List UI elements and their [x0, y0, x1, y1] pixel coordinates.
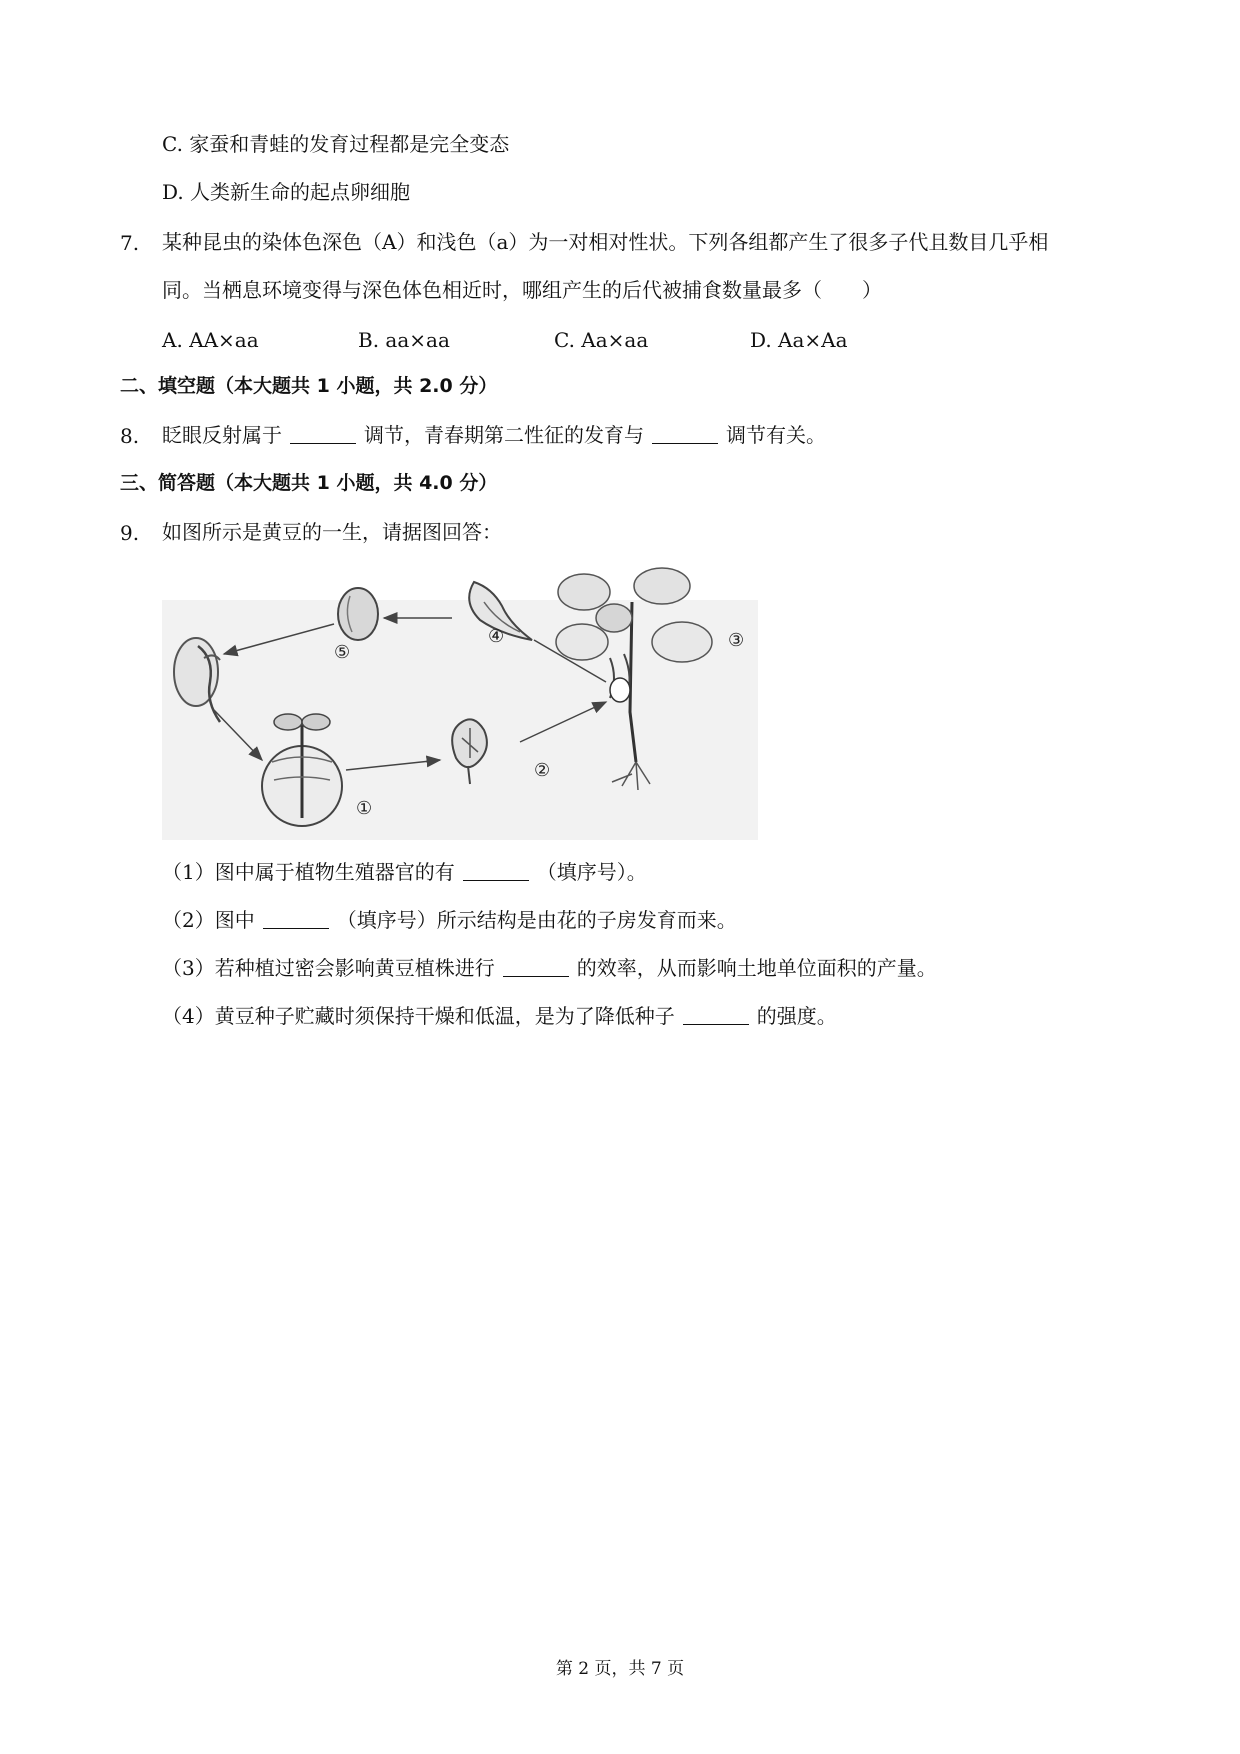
- q8-part1: 眨眼反射属于: [162, 423, 282, 447]
- q9-sub1-text-b: （填序号）。: [536, 860, 647, 884]
- q7-text-line2: 同。当栖息环境变得与深色体色相近时，哪组产生的后代被捕食数量最多（ ）: [162, 278, 882, 302]
- q7-option-c: C. Aa×aa: [554, 328, 649, 352]
- q6-option-d: D. 人类新生命的起点卵细胞: [162, 180, 411, 204]
- q9-sub1-text-a: （1）图中属于植物生殖器官的有: [162, 860, 455, 884]
- q9-sub3-text-a: （3）若种植过密会影响黄豆植株进行: [162, 956, 495, 980]
- q9-stem: 如图所示是黄豆的一生，请据图回答：: [162, 520, 502, 544]
- q8-number: 8.: [120, 424, 140, 448]
- label-4: ④: [488, 626, 505, 647]
- q9-sub3-blank[interactable]: [503, 956, 569, 977]
- q9-sub2-text-a: （2）图中: [162, 908, 255, 932]
- q9-sub2: [162, 906, 737, 934]
- q7-number: 7.: [120, 231, 140, 255]
- q9-sub4-blank[interactable]: [683, 1004, 749, 1025]
- q7-option-d: D. Aa×Aa: [750, 328, 848, 352]
- q9-number: 9.: [120, 521, 140, 545]
- q9-sub4-text-a: （4）黄豆种子贮藏时须保持干燥和低温，是为了降低种子: [162, 1004, 675, 1028]
- q6-option-c: C. 家蚕和青蛙的发育过程都是完全变态: [162, 132, 510, 156]
- q7-option-a: A. AA×aa: [162, 328, 259, 352]
- q9-sub4-text-b: 的强度。: [756, 1004, 837, 1028]
- label-3: ③: [728, 630, 745, 651]
- q9-sub3: [162, 954, 937, 982]
- q8-part3: 调节有关。: [726, 423, 826, 447]
- q8-blank-2[interactable]: [652, 423, 718, 444]
- label-2: ②: [534, 760, 551, 781]
- page-footer: 第 2 页，共 7 页: [555, 1659, 685, 1679]
- q8-text: [162, 421, 826, 449]
- q8-part2: 调节，青春期第二性征的发育与: [364, 423, 644, 447]
- q9-sub1-blank[interactable]: [463, 860, 529, 881]
- label-1: ①: [356, 798, 373, 819]
- section3-heading: 三、简答题（本大题共 1 小题，共 4.0 分）: [120, 472, 498, 494]
- q9-sub3-text-b: 的效率，从而影响土地单位面积的产量。: [576, 956, 937, 980]
- q8-blank-1[interactable]: [290, 423, 356, 444]
- q9-sub1: [162, 858, 647, 886]
- q7-text-line1: 某种昆虫的染体色深色（A）和浅色（a）为一对相对性状。下列各组都产生了很多子代且数目几乎相: [162, 230, 1049, 254]
- q9-sub2-blank[interactable]: [263, 908, 329, 929]
- q9-sub2-text-b: （填序号）所示结构是由花的子房发育而来。: [336, 908, 737, 932]
- q7-option-b: B. aa×aa: [358, 328, 450, 352]
- seed-drawing: [338, 588, 378, 640]
- soybean-life-cycle-figure: [162, 562, 758, 840]
- q9-sub4: [162, 1002, 837, 1030]
- label-5: ⑤: [334, 642, 351, 663]
- section2-heading: 二、填空题（本大题共 1 小题，共 2.0 分）: [120, 375, 498, 397]
